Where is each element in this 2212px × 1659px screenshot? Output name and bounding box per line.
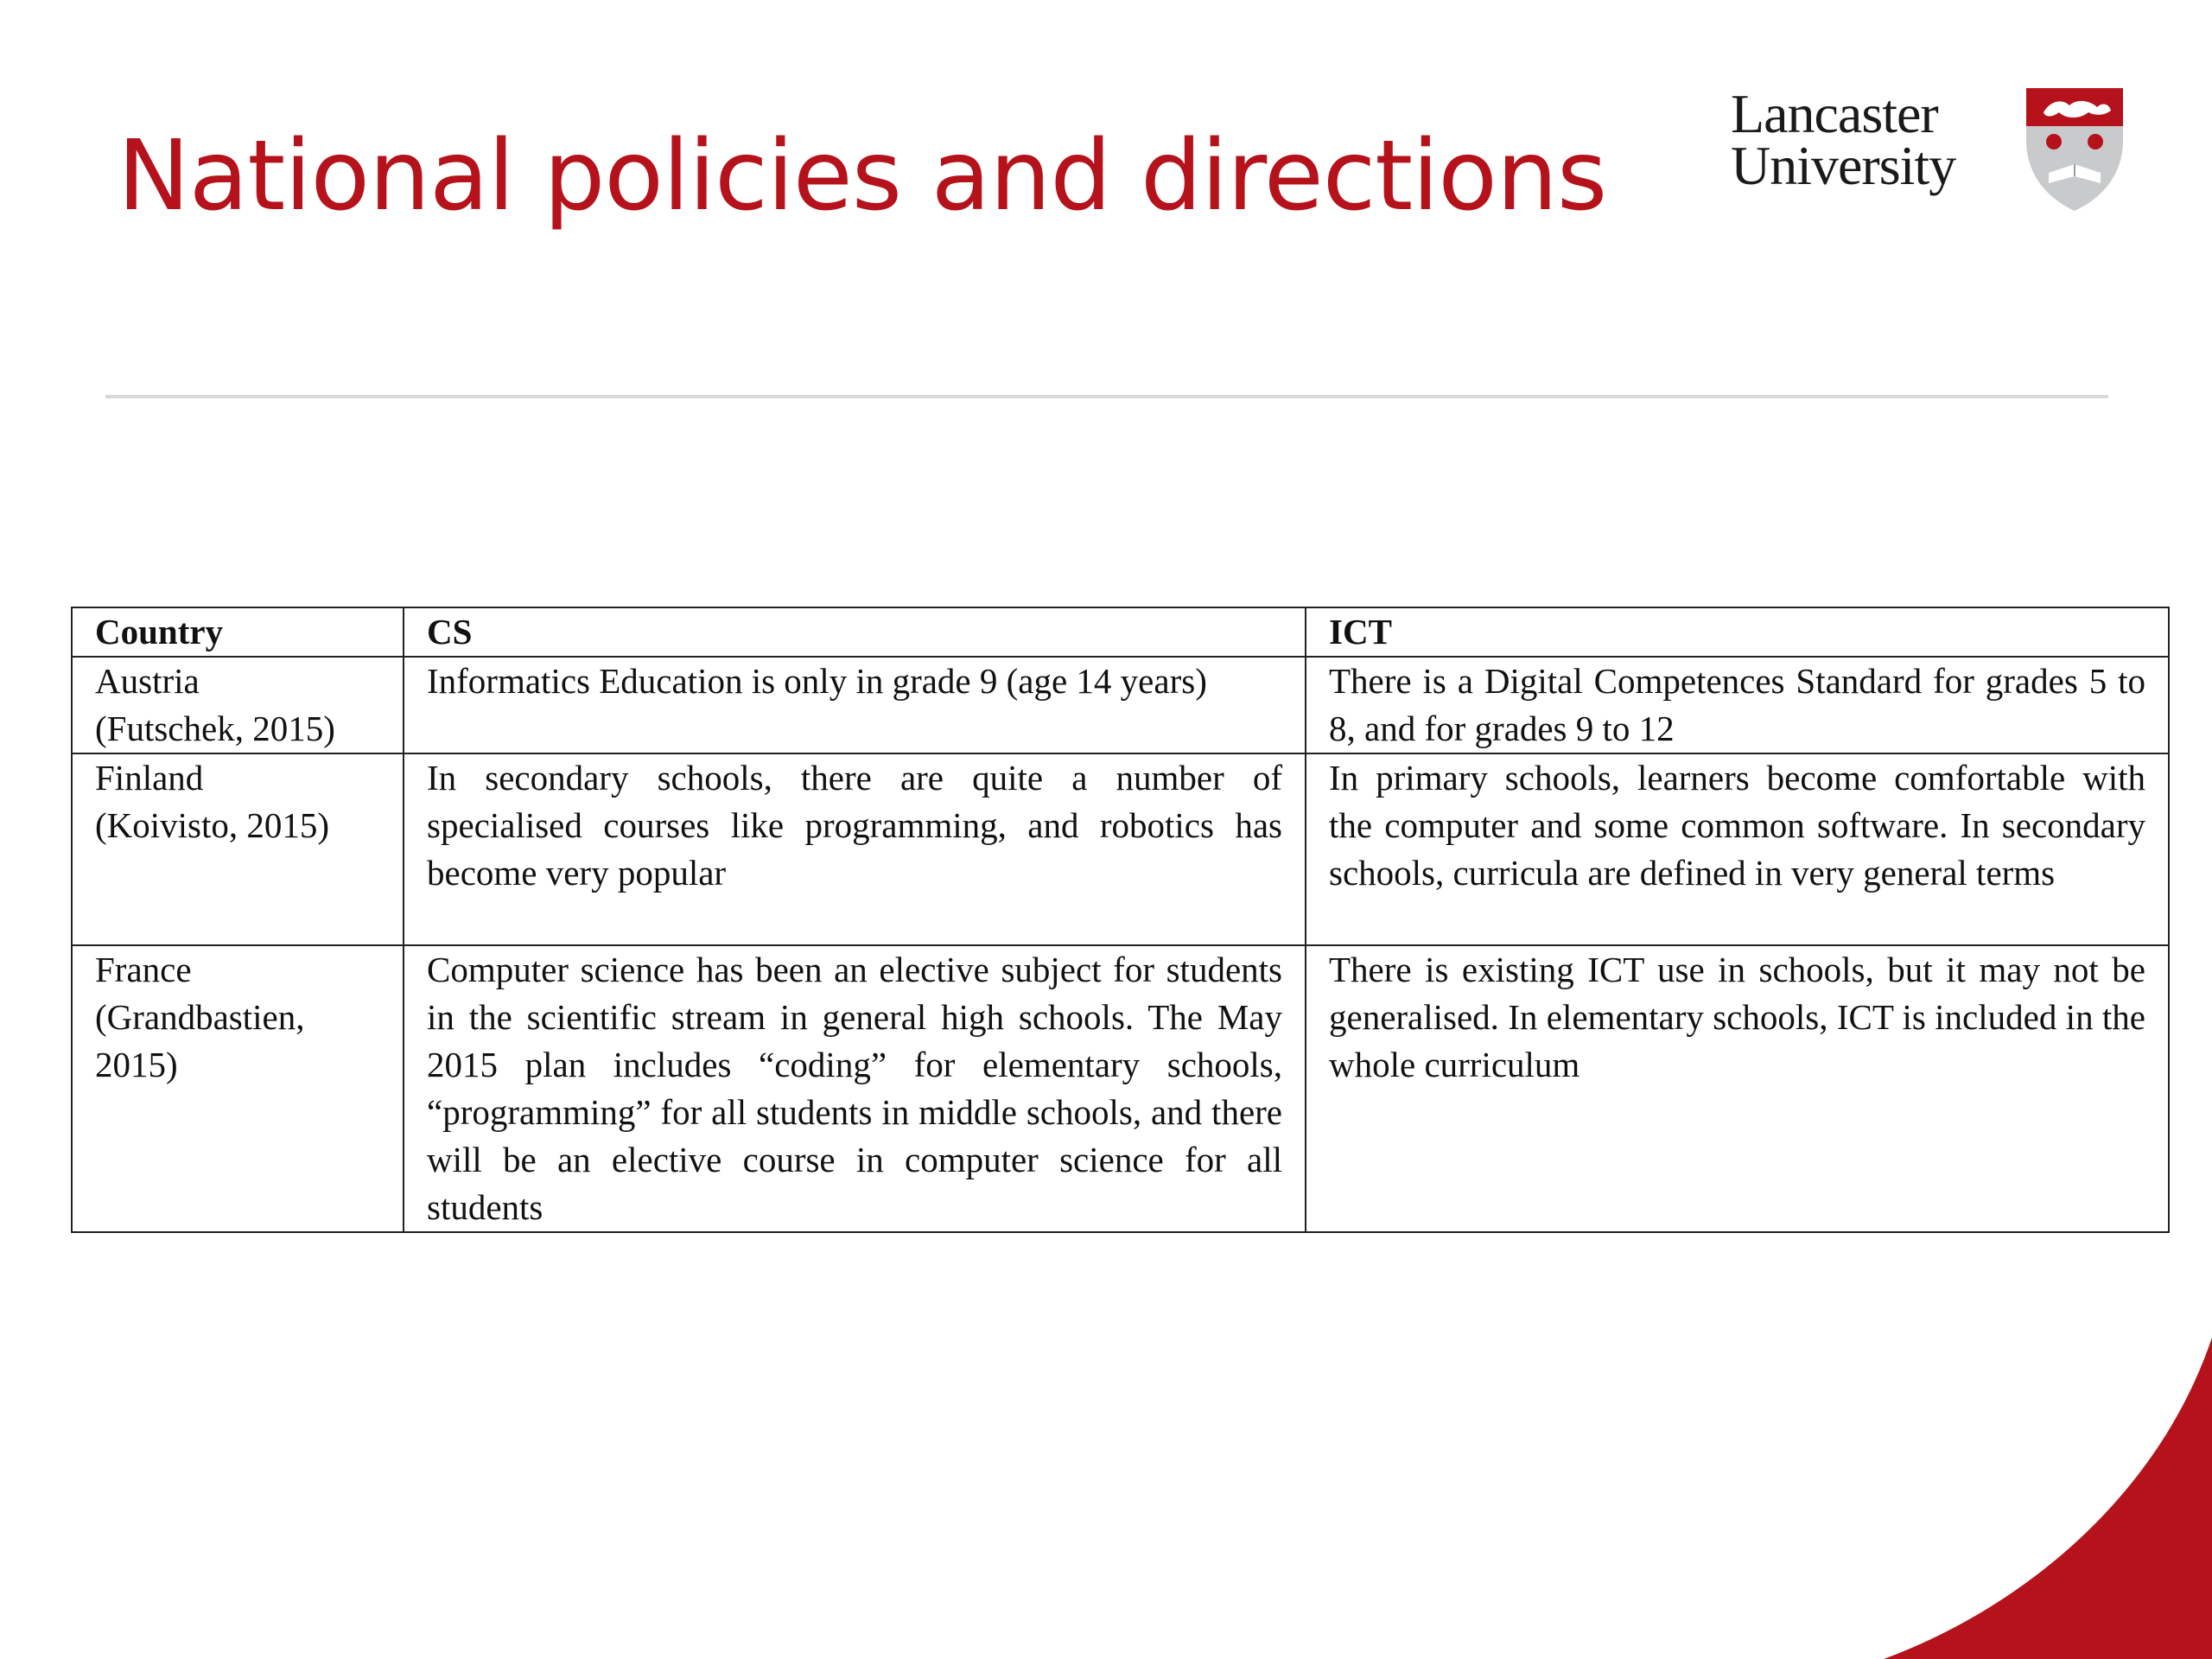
- table-row: [72, 657, 2169, 753]
- country-citation: (Koivisto, 2015): [95, 805, 330, 845]
- policy-table: [71, 607, 2170, 1233]
- cs-cell: In secondary schools, there are quite a number of specialised courses like programming, and robotics has become very popular: [404, 753, 1306, 945]
- header-country: Country: [72, 607, 404, 657]
- ict-cell: There is a Digital Competences Standard for grades 5 to 8, and for grades 9 to 12: [1306, 657, 2169, 753]
- cs-cell: Computer science has been an elective subject for students in the scientific stream in general high schools. The May 2015 plan includes “coding” for elementary schools, “programming” for all students in middle schools, and there will be an elective course in computer science for all students: [404, 945, 1306, 1232]
- table-row: [72, 753, 2169, 945]
- header-cs: CS: [404, 607, 1306, 657]
- table-row: [72, 945, 2169, 1232]
- country-name: France: [95, 950, 192, 989]
- logo-line-2: University: [1731, 135, 1956, 196]
- university-crest-icon: [2024, 86, 2125, 213]
- country-citation: (Futschek, 2015): [95, 709, 335, 748]
- title-divider: [105, 395, 2108, 398]
- logo-line-1: Lancaster: [1731, 83, 1938, 144]
- table-header-row: [72, 607, 2169, 657]
- country-citation: (Grandbastien,: [95, 997, 305, 1037]
- country-cell: [72, 753, 404, 945]
- slide-title: National policies and directions: [118, 120, 1607, 232]
- country-cell: [72, 657, 404, 753]
- country-name: Finland: [95, 758, 204, 798]
- ict-cell: There is existing ICT use in schools, but it may not be generalised. In elementary schools, ICT is included in the whole curriculum: [1306, 945, 2169, 1232]
- lancaster-university-logo: [1731, 83, 2124, 213]
- logo-wordmark: [1731, 83, 1956, 196]
- country-name: Austria: [95, 661, 200, 701]
- ict-cell: In primary schools, learners become comfortable with the computer and some common software. In secondary schools, curricula are defined in very general terms: [1306, 753, 2169, 945]
- country-citation-year: 2015): [95, 1045, 178, 1084]
- country-cell: [72, 945, 404, 1232]
- cs-cell: Informatics Education is only in grade 9 (age 14 years): [404, 657, 1306, 753]
- header-ict: ICT: [1306, 607, 2169, 657]
